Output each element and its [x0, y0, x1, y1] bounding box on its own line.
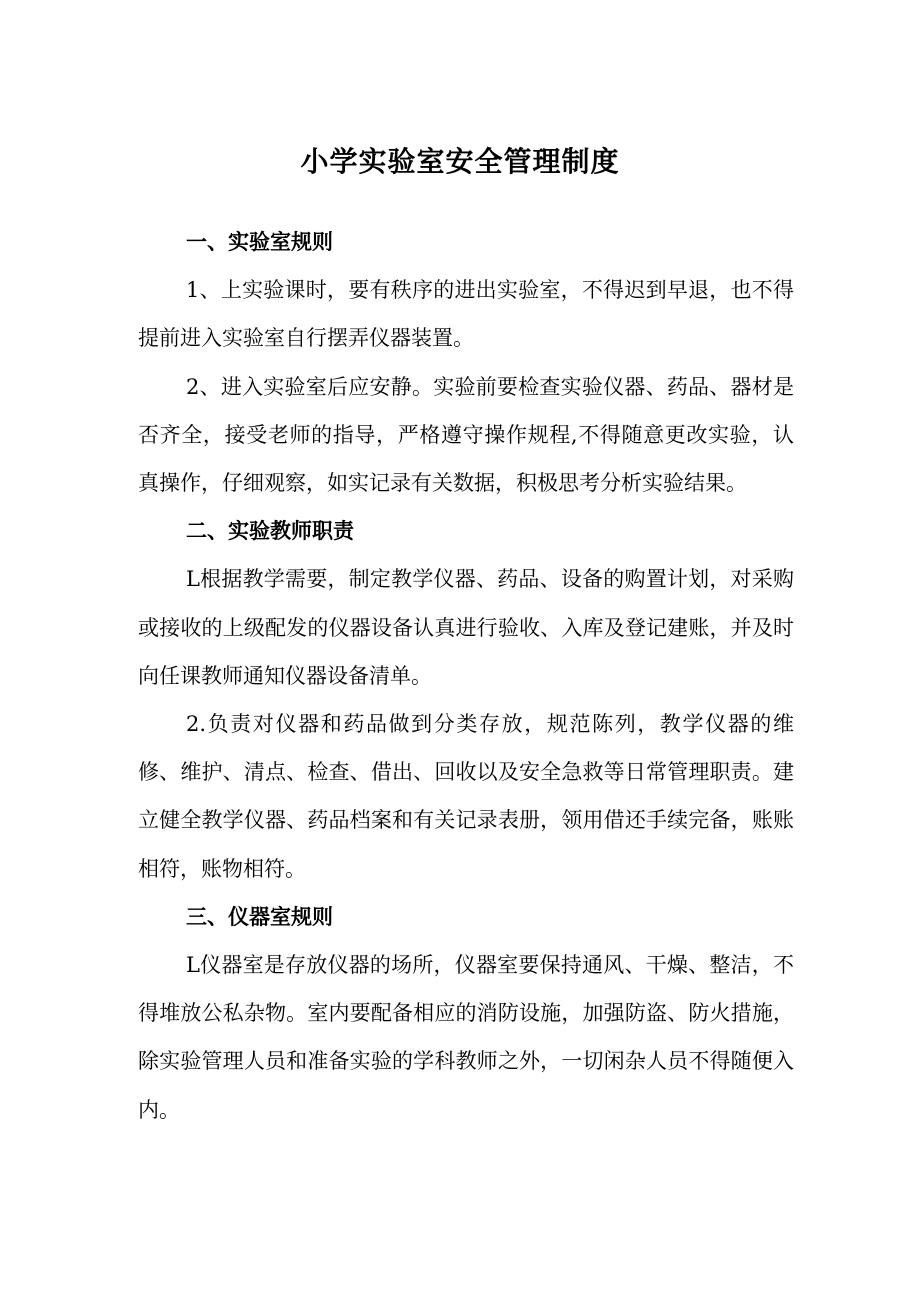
paragraph: 1、上实验课时，要有秩序的进出实验室，不得迟到早退，也不得提前进入实验室自行摆弄仪器装置。	[138, 278, 794, 351]
section-heading: 二、实验教师职责	[186, 519, 354, 544]
document-body	[138, 218, 794, 1134]
paragraph: L根据教学需要，制定教学仪器、药品、设备的购置计划，对采购或接收的上级配发的仪器设备认真进行验收、入库及登记建账，并及时向任课教师通知仪器设备清单。	[138, 567, 794, 688]
section-heading: 一、实验室规则	[186, 230, 333, 254]
section-lab-rules	[138, 218, 794, 507]
section-instrument-room-rules	[138, 893, 794, 1134]
section-heading: 三、仪器室规则	[186, 904, 333, 929]
paragraph: L仪器室是存放仪器的场所，仪器室要保持通风、干燥、整洁，不得堆放公私杂物。室内要配备相应的消防设施，加强防盗、防火措施，除实验管理人员和准备实验的学科教师之外，一切闲杂人员不得随便入内。	[138, 953, 794, 1122]
paragraph: 2、进入实验室后应安静。实验前要检查实验仪器、药品、器材是否齐全，接受老师的指导，严格遵守操作规程,不得随意更改实验，认真操作，仔细观察，如实记录有关数据，积极思考分析实验结果。	[138, 374, 794, 496]
section-teacher-duties	[138, 507, 794, 893]
document-title: 小学实验室安全管理制度	[300, 145, 620, 178]
paragraph: 2.负责对仪器和药品做到分类存放，规范陈列，教学仪器的维修、维护、清点、检查、借出、回收以及安全急救等日常管理职责。建立健全教学仪器、药品档案和有关记录表册，领用借还手续完备，账账相符，账物相符。	[138, 712, 794, 881]
